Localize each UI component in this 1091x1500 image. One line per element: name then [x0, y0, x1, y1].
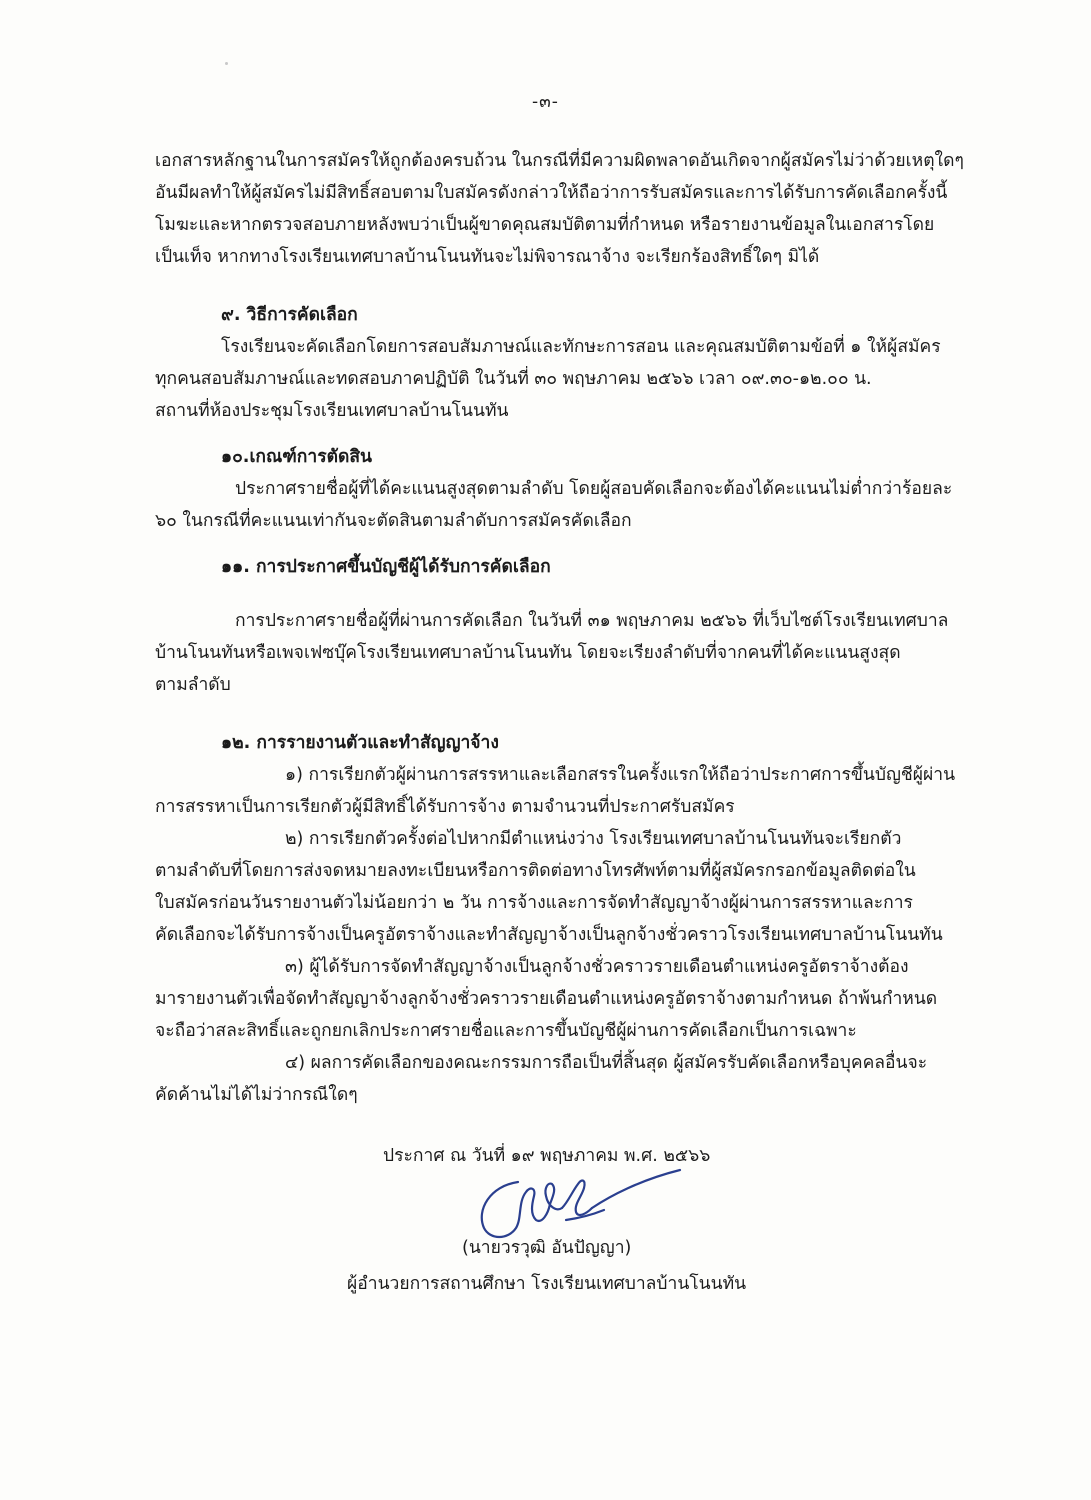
section-12-line: การสรรหาเป็นการเรียกตัวผู้มีสิทธิ์ได้รับการจ้าง ตามจำนวนที่ประกาศรับสมัคร — [155, 797, 735, 817]
section-12-line: ใบสมัครก่อนวันรายงานตัวไม่น้อยกว่า ๒ วัน การจ้างและการจัดทำสัญญาจ้างผู้ผ่านการสรรหาและการ — [155, 893, 913, 913]
section-10 — [155, 441, 965, 537]
section-12-item-2 — [155, 823, 965, 951]
section-12-line: มารายงานตัวเพื่อจัดทำสัญญาจ้างลูกจ้างชั่วคราวรายเดือนตำแหน่งครูอัตราจ้างตามกำหนด ถ้าพ้นกำหนด — [155, 989, 938, 1009]
section-12-heading: ๑๒. การรายงานตัวและทำสัญญาจ้าง — [221, 733, 499, 753]
section-12-line: ๒) การเรียกตัวครั้งต่อไปหากมีตำแหน่งว่าง โรงเรียนเทศบาลบ้านโนนทันจะเรียกตัว — [285, 829, 902, 849]
section-11-heading: ๑๑. การประกาศขึ้นบัญชีผู้ได้รับการคัดเลือก — [221, 557, 551, 577]
section-10-line: ประกาศรายชื่อผู้ที่ได้คะแนนสูงสุดตามลำดับ โดยผู้สอบคัดเลือกจะต้องได้คะแนนไม่ต่ำกว่าร้อยละ — [235, 479, 953, 499]
section-12-item-4 — [155, 1047, 965, 1111]
intro-line: เป็นเท็จ หากทางโรงเรียนเทศบาลบ้านโนนทันจะไม่พิจารณาจ้าง จะเรียกร้องสิทธิ์ใดๆ มิได้ — [155, 247, 820, 267]
section-10-body — [155, 473, 965, 537]
section-12-line: คัดค้านไม่ได้ไม่ว่ากรณีใดๆ — [155, 1085, 358, 1105]
section-9-line: โรงเรียนจะคัดเลือกโดยการสอบสัมภาษณ์และทักษะการสอน และคุณสมบัติตามข้อที่ ๑ ให้ผู้สมัคร — [221, 337, 941, 357]
section-12-line: จะถือว่าสละสิทธิ์และถูกยกเลิกประกาศรายชื่อและการขึ้นบัญชีผู้ผ่านการคัดเลือกเป็นการเฉพาะ — [155, 1021, 857, 1041]
page-number: -๓- — [532, 92, 559, 112]
scan-speck — [225, 62, 228, 65]
section-12-line: ๓) ผู้ได้รับการจัดทำสัญญาจ้างเป็นลูกจ้างชั่วคราวรายเดือนตำแหน่งครูอัตราจ้างต้อง — [285, 957, 909, 977]
announcement-date: ประกาศ ณ วันที่ ๑๙ พฤษภาคม พ.ศ. ๒๕๖๖ — [383, 1146, 711, 1166]
section-9-heading: ๙. วิธีการคัดเลือก — [221, 305, 358, 325]
section-12-line: ตามลำดับที่โดยการส่งจดหมายลงทะเบียนหรือการติดต่อทางโทรศัพท์ตามที่ผู้สมัครกรอกข้อมูลติดต่อใน — [155, 861, 916, 881]
document-body — [155, 145, 965, 1111]
section-11 — [155, 551, 965, 701]
section-11-body — [155, 605, 965, 701]
section-9-line: สถานที่ห้องประชุมโรงเรียนเทศบาลบ้านโนนทัน — [155, 401, 509, 421]
intro-line: อันมีผลทำให้ผู้สมัครไม่มีสิทธิ์สอบตามใบสมัครดังกล่าวให้ถือว่าการรับสมัครและการได้รับการคัดเลือกครั้งนี้ — [155, 183, 948, 203]
section-12-line: คัดเลือกจะได้รับการจ้างเป็นครูอัตราจ้างและทำสัญญาจ้างเป็นลูกจ้างชั่วคราวโรงเรียนเทศบาลบ้านโนนทัน — [155, 925, 943, 945]
section-9-body — [155, 331, 965, 427]
section-11-line: ตามลำดับ — [155, 675, 231, 695]
section-11-line: การประกาศรายชื่อผู้ที่ผ่านการคัดเลือก ในวันที่ ๓๑ พฤษภาคม ๒๕๖๖ ที่เว็บไซต์โรงเรียนเทศบาล — [235, 611, 949, 631]
intro-line: เอกสารหลักฐานในการสมัครให้ถูกต้องครบถ้วน ในกรณีที่มีความผิดพลาดอันเกิดจากผู้สมัครไม่ว่าด้วยเหตุใดๆ — [155, 151, 964, 171]
section-12-line: ๔) ผลการคัดเลือกของคณะกรรมการถือเป็นที่สิ้นสุด ผู้สมัครรับคัดเลือกหรือบุคคลอื่นจะ — [285, 1053, 928, 1073]
signer-name: (นายวรวุฒิ อันปัญญา) — [462, 1238, 632, 1258]
section-12-line: ๑) การเรียกตัวผู้ผ่านการสรรหาและเลือกสรรในครั้งแรกให้ถือว่าประกาศการขึ้นบัญชีผู้ผ่าน — [285, 765, 956, 785]
intro-line: โมฆะและหากตรวจสอบภายหลังพบว่าเป็นผู้ขาดคุณสมบัติตามที่กำหนด หรือรายงานข้อมูลในเอกสารโดย — [155, 215, 935, 235]
section-11-line: บ้านโนนทันหรือเพจเฟซบุ๊คโรงเรียนเทศบาลบ้านโนนทัน โดยจะเรียงลำดับที่จากคนที่ได้คะแนนสูงสุด — [155, 643, 901, 663]
section-10-heading: ๑๐.เกณฑ์การตัดสิน — [221, 447, 372, 467]
section-12 — [155, 727, 965, 1111]
section-9 — [155, 299, 965, 427]
section-12-item-1 — [155, 759, 965, 823]
intro-paragraph — [155, 145, 965, 273]
section-10-line: ๖๐ ในกรณีที่คะแนนเท่ากันจะตัดสินตามลำดับการสมัครคัดเลือก — [155, 511, 632, 531]
section-9-line: ทุกคนสอบสัมภาษณ์และทดสอบภาคปฏิบัติ ในวันที่ ๓๐ พฤษภาคม ๒๕๖๖ เวลา ๐๙.๓๐-๑๒.๐๐ น. — [155, 369, 872, 389]
signer-title: ผู้อำนวยการสถานศึกษา โรงเรียนเทศบาลบ้านโนนทัน — [347, 1274, 747, 1294]
section-12-item-3 — [155, 951, 965, 1047]
